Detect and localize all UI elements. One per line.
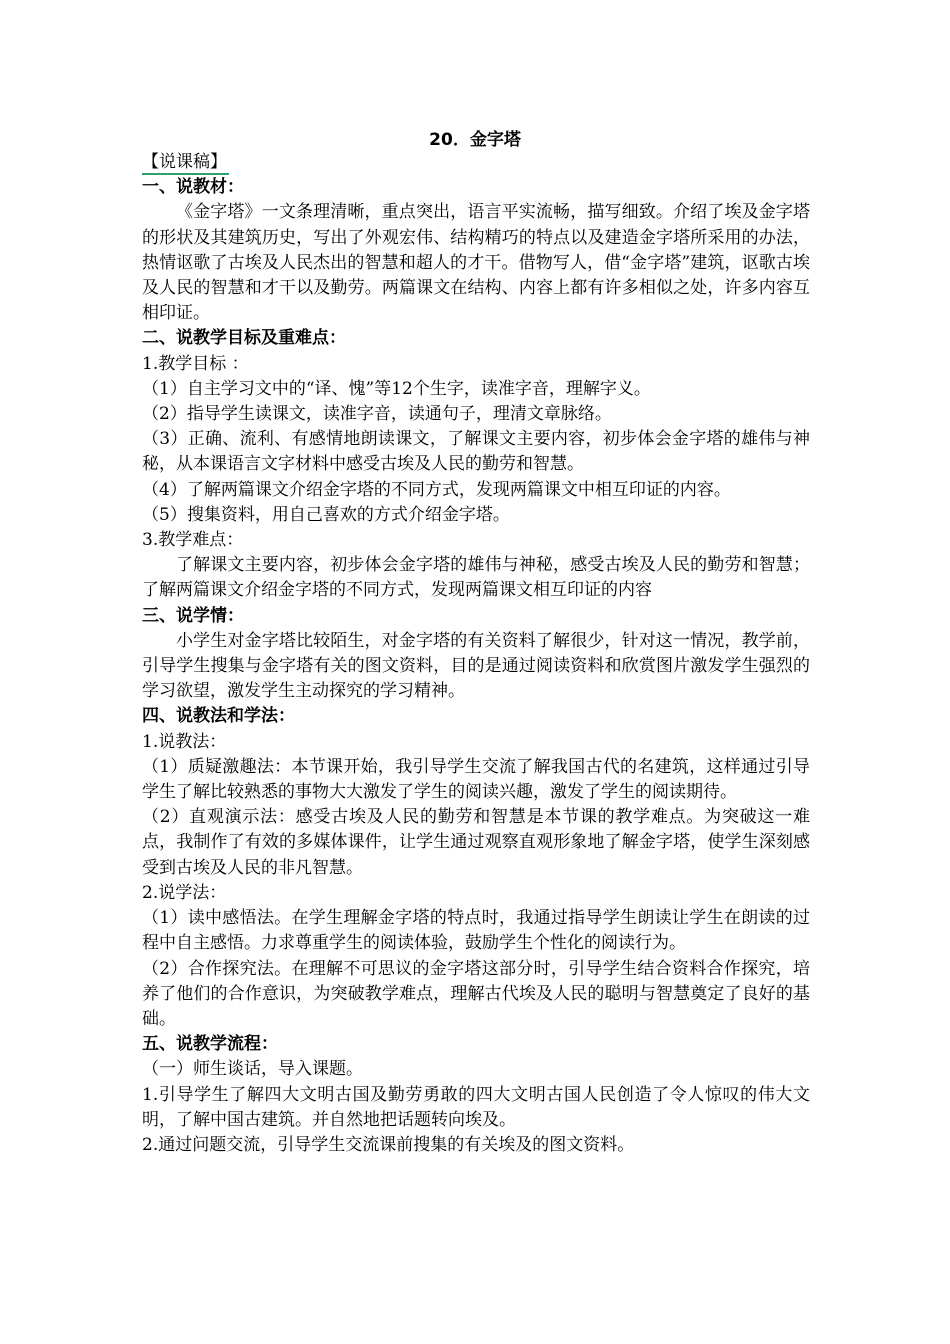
section-heading-goals: 二、说教学目标及重难点：	[142, 328, 346, 349]
textbook-paragraph: 《金字塔》一文条理清晰，重点突出，语言平实流畅，描写细致。介绍了埃及金字塔的形状及其建筑历史，写出了外观宏伟、结构精巧的特点以及建造金字塔所采用的办法，热情讴歌了古埃及人民杰出的智慧和超人的才干。借物写人，借“金字塔”建筑，讴歌古埃及人民的智慧和才干以及勤劳。两篇课文在结构、内容上都有许多相似之处，许多内容互相印证。	[142, 202, 810, 324]
goal-item-5: （5）搜集资料，用自己喜欢的方式介绍金字塔。	[142, 504, 510, 525]
process-step-1: （一）师生谈话，导入课题。	[142, 1059, 363, 1080]
section-heading-students: 三、说学情：	[142, 605, 244, 626]
goal-item-1: （1）自主学习文中的“译、愧”等12个生字，读准字音，理解字义。	[142, 378, 651, 399]
difficulty-paragraph: 了解课文主要内容，初步体会金字塔的雄伟与神秘，感受古埃及人民的勤劳和智慧；了解两篇课文介绍金字塔的不同方式，发现两篇课文相互印证的内容	[142, 555, 810, 601]
document-title: 20．金字塔	[429, 130, 521, 150]
section-heading-process: 五、说教学流程：	[142, 1034, 278, 1055]
teaching-method-2: （2）直观演示法：感受古埃及人民的勤劳和智慧是本节课的教学难点。为突破这一难点，我制作了有效的多媒体课件，让学生通过观察直观形象地了解金字塔，使学生深刻感受到古埃及人民的非凡智慧。	[142, 807, 810, 878]
process-item-2: 2.通过问题交流，引导学生交流课前搜集的有关埃及的图文资料。	[142, 1134, 635, 1155]
students-paragraph: 小学生对金字塔比较陌生，对金字塔的有关资料了解很少，针对这一情况，教学前，引导学生搜集与金字塔有关的图文资料，目的是通过阅读资料和欣赏图片激发学生强烈的学习欲望，激发学生主动探究的学习精神。	[142, 630, 810, 702]
learning-method-label: 2.说学法：	[142, 882, 227, 903]
section-tag: 【说课稿】	[142, 151, 229, 175]
section-heading-methods: 四、说教法和学法：	[142, 706, 295, 727]
document-body	[142, 150, 810, 1158]
goal-item-3: （3）正确、流利、有感情地朗读课文，了解课文主要内容，初步体会金字塔的雄伟与神秘，从本课语言文字材料中感受古埃及人民的勤劳和智慧。	[142, 429, 810, 475]
learning-method-1: （1）读中感悟法。在学生理解金字塔的特点时，我通过指导学生朗读让学生在朗读的过程中自主感悟。力求尊重学生的阅读体验，鼓励学生个性化的阅读行为。	[142, 908, 810, 954]
learning-method-2: （2）合作探究法。在理解不可思议的金字塔这部分时，引导学生结合资料合作探究，培养了他们的合作意识，为突破教学难点，理解古代埃及人民的聪明与智慧奠定了良好的基础。	[142, 958, 810, 1029]
goal-item-4: （4）了解两篇课文介绍金字塔的不同方式，发现两篇课文中相互印证的内容。	[142, 479, 731, 500]
section-heading-textbook: 一、说教材：	[142, 177, 244, 198]
process-item-1: 1.引导学生了解四大文明古国及勤劳勇敢的四大文明古国人民创造了令人惊叹的伟大文明，了解中国古建筑。并自然地把话题转向埃及。	[142, 1084, 810, 1130]
goals-label: 1.教学目标 ：	[142, 353, 249, 374]
goal-item-2: （2）指导学生读课文，读准字音，读通句子，理清文章脉络。	[142, 404, 612, 425]
difficulty-label: 3.教学难点：	[142, 530, 244, 551]
teaching-method-label: 1.说教法：	[142, 731, 227, 752]
teaching-method-1: （1）质疑激趣法：本节课开始，我引导学生交流了解我国古代的名建筑，这样通过引导学生了解比较熟悉的事物大大激发了学生的阅读兴趣，激发了学生的阅读期待。	[142, 756, 810, 803]
